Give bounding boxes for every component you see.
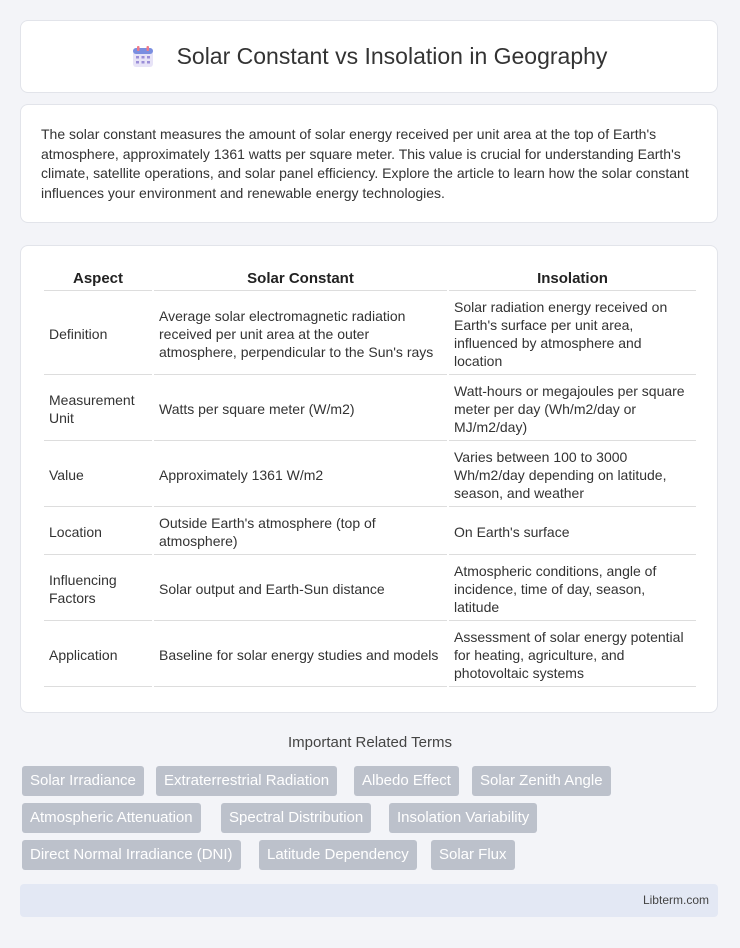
footer-brand-link[interactable]: Libterm.com [642,893,709,907]
related-term-tag[interactable]: Solar Irradiance [22,766,144,796]
related-term-tag[interactable]: Direct Normal Irradiance (DNI) [22,840,241,870]
related-term-tag[interactable]: Atmospheric Attenuation [22,803,201,833]
related-term-tag[interactable]: Albedo Effect [354,766,459,796]
related-term-tag[interactable]: Latitude Dependency [259,840,417,870]
intro-card [20,104,718,223]
row-aspect: Location [44,509,152,555]
row-aspect: Application [44,623,152,687]
table-row [44,557,696,621]
row-solar-constant: Baseline for solar energy studies and models [154,623,447,687]
table-row [44,623,696,687]
row-aspect: Influencing Factors [44,557,152,621]
intro-text: The solar constant measures the amount of solar energy received per unit area at the top of Earth's atmosphere, approximately 1361 watts per square meter. This value is crucial for understanding Earth's climate, satellite operations, and solar panel efficiency. Explore the article to learn how the solar constant influences your environment and renewable energy technologies. [41,126,689,201]
table-row [44,293,696,375]
row-insolation: On Earth's surface [449,509,696,555]
related-term-tag[interactable]: Solar Flux [431,840,515,870]
row-insolation: Assessment of solar energy potential for heating, agriculture, and photovoltaic systems [449,623,696,687]
row-insolation: Watt-hours or megajoules per square meter per day (Wh/m2/day or MJ/m2/day) [449,377,696,441]
row-solar-constant: Approximately 1361 W/m2 [154,443,447,507]
table-row [44,377,696,441]
header-solar-constant: Solar Constant [154,266,447,291]
related-terms-title: Important Related Terms [288,734,452,751]
table-row [44,443,696,507]
calendar-icon [131,45,155,69]
header-aspect: Aspect [44,266,152,291]
row-aspect: Definition [44,293,152,375]
row-solar-constant: Watts per square meter (W/m2) [154,377,447,441]
row-aspect: Value [44,443,152,507]
related-term-tag[interactable]: Spectral Distribution [221,803,371,833]
table-row [44,509,696,555]
row-solar-constant: Outside Earth's atmosphere (top of atmosphere) [154,509,447,555]
row-solar-constant: Solar output and Earth-Sun distance [154,557,447,621]
related-term-tag[interactable]: Insolation Variability [389,803,537,833]
row-insolation: Atmospheric conditions, angle of incidence, time of day, season, latitude [449,557,696,621]
title-card [20,20,718,93]
related-term-tag[interactable]: Extraterrestrial Radiation [156,766,337,796]
row-aspect: Measurement Unit [44,377,152,441]
footer [20,884,718,917]
table-header-row [44,266,696,291]
row-insolation: Solar radiation energy received on Earth's surface per unit area, influenced by atmosphere and location [449,293,696,375]
comparison-table [42,264,698,689]
comparison-card [20,245,718,713]
page-title: Solar Constant vs Insolation in Geography [176,43,608,69]
row-insolation: Varies between 100 to 3000 Wh/m2/day depending on latitude, season, and weather [449,443,696,507]
header-insolation: Insolation [449,266,696,291]
row-solar-constant: Average solar electromagnetic radiation received per unit area at the outer atmosphere, perpendicular to the Sun's rays [154,293,447,375]
related-term-tag[interactable]: Solar Zenith Angle [472,766,611,796]
